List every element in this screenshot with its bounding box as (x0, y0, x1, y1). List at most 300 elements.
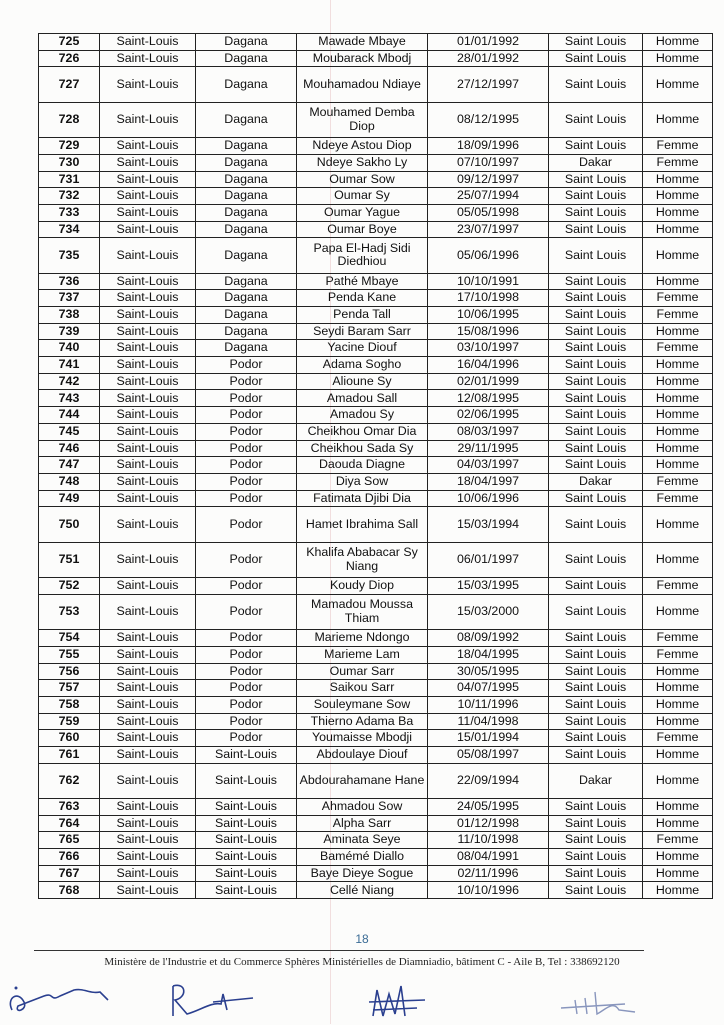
table-row (39, 865, 713, 882)
department-cell: Dagana (196, 50, 297, 67)
birth-place-cell: Saint Louis (549, 423, 643, 440)
department-cell: Podor (196, 542, 297, 577)
table-row (39, 440, 713, 457)
region-cell: Saint-Louis (100, 730, 196, 747)
department-cell: Podor (196, 373, 297, 390)
department-cell: Dagana (196, 204, 297, 221)
department-cell: Saint-Louis (196, 832, 297, 849)
birth-place-cell: Saint Louis (549, 34, 643, 51)
birth-date-cell: 25/07/1994 (428, 188, 549, 205)
row-number-cell: 760 (39, 730, 100, 747)
name-cell: Aminata Seye (297, 832, 428, 849)
sex-cell: Homme (643, 815, 713, 832)
sex-cell: Femme (643, 490, 713, 507)
department-cell: Podor (196, 423, 297, 440)
row-number-cell: 766 (39, 849, 100, 866)
birth-date-cell: 08/03/1997 (428, 423, 549, 440)
sex-cell: Homme (643, 594, 713, 629)
region-cell: Saint-Louis (100, 578, 196, 595)
name-cell: Marieme Lam (297, 646, 428, 663)
region-cell: Saint-Louis (100, 473, 196, 490)
sex-cell: Homme (643, 507, 713, 542)
sex-cell: Femme (643, 730, 713, 747)
table-row (39, 357, 713, 374)
birth-place-cell: Saint Louis (549, 273, 643, 290)
table-row (39, 50, 713, 67)
table-row (39, 188, 713, 205)
region-cell: Saint-Louis (100, 188, 196, 205)
sex-cell: Homme (643, 882, 713, 899)
department-cell: Dagana (196, 138, 297, 155)
name-cell: Koudy Diop (297, 578, 428, 595)
sex-cell: Femme (643, 578, 713, 595)
row-number-cell: 725 (39, 34, 100, 51)
sex-cell: Homme (643, 663, 713, 680)
birth-place-cell: Saint Louis (549, 307, 643, 324)
table-row (39, 490, 713, 507)
birth-date-cell: 03/10/1997 (428, 340, 549, 357)
name-cell: Yacine Diouf (297, 340, 428, 357)
department-cell: Saint-Louis (196, 763, 297, 798)
region-cell: Saint-Louis (100, 832, 196, 849)
sex-cell: Homme (643, 238, 713, 273)
birth-place-cell: Saint Louis (549, 713, 643, 730)
birth-place-cell: Saint Louis (549, 680, 643, 697)
row-number-cell: 767 (39, 865, 100, 882)
birth-place-cell: Saint Louis (549, 138, 643, 155)
sex-cell: Homme (643, 423, 713, 440)
region-cell: Saint-Louis (100, 457, 196, 474)
sex-cell: Homme (643, 542, 713, 577)
row-number-cell: 743 (39, 390, 100, 407)
department-cell: Saint-Louis (196, 849, 297, 866)
region-cell: Saint-Louis (100, 273, 196, 290)
row-number-cell: 755 (39, 646, 100, 663)
sex-cell: Homme (643, 696, 713, 713)
department-cell: Podor (196, 594, 297, 629)
sex-cell: Homme (643, 799, 713, 816)
department-cell: Saint-Louis (196, 815, 297, 832)
department-cell: Podor (196, 713, 297, 730)
department-cell: Podor (196, 663, 297, 680)
birth-date-cell: 05/06/1996 (428, 238, 549, 273)
row-number-cell: 739 (39, 323, 100, 340)
row-number-cell: 738 (39, 307, 100, 324)
name-cell: Cheikhou Omar Dia (297, 423, 428, 440)
birth-date-cell: 05/05/1998 (428, 204, 549, 221)
name-cell: Adama Sogho (297, 357, 428, 374)
table-row (39, 646, 713, 663)
table-row (39, 290, 713, 307)
row-number-cell: 757 (39, 680, 100, 697)
table-row (39, 373, 713, 390)
birth-place-cell: Saint Louis (549, 696, 643, 713)
name-cell: Amadou Sall (297, 390, 428, 407)
department-cell: Dagana (196, 221, 297, 238)
birth-place-cell: Saint Louis (549, 188, 643, 205)
table-row (39, 594, 713, 629)
region-cell: Saint-Louis (100, 221, 196, 238)
department-cell: Podor (196, 630, 297, 647)
birth-date-cell: 24/05/1995 (428, 799, 549, 816)
sex-cell: Homme (643, 680, 713, 697)
name-cell: Khalifa Ababacar Sy Niang (297, 542, 428, 577)
name-cell: Penda Tall (297, 307, 428, 324)
department-cell: Dagana (196, 340, 297, 357)
sex-cell: Homme (643, 221, 713, 238)
region-cell: Saint-Louis (100, 138, 196, 155)
birth-date-cell: 08/04/1991 (428, 849, 549, 866)
department-cell: Dagana (196, 273, 297, 290)
birth-date-cell: 18/04/1997 (428, 473, 549, 490)
birth-date-cell: 18/04/1995 (428, 646, 549, 663)
sex-cell: Homme (643, 407, 713, 424)
name-cell: Penda Kane (297, 290, 428, 307)
sex-cell: Femme (643, 646, 713, 663)
candidate-table (38, 33, 713, 899)
row-number-cell: 749 (39, 490, 100, 507)
birth-date-cell: 04/03/1997 (428, 457, 549, 474)
birth-date-cell: 30/05/1995 (428, 663, 549, 680)
birth-date-cell: 11/10/1998 (428, 832, 549, 849)
department-cell: Podor (196, 390, 297, 407)
birth-place-cell: Saint Louis (549, 357, 643, 374)
row-number-cell: 761 (39, 746, 100, 763)
row-number-cell: 733 (39, 204, 100, 221)
sex-cell: Homme (643, 865, 713, 882)
birth-date-cell: 01/01/1992 (428, 34, 549, 51)
birth-place-cell: Saint Louis (549, 594, 643, 629)
birth-place-cell: Saint Louis (549, 238, 643, 273)
department-cell: Saint-Louis (196, 882, 297, 899)
birth-place-cell: Saint Louis (549, 102, 643, 137)
department-cell: Saint-Louis (196, 799, 297, 816)
birth-place-cell: Saint Louis (549, 221, 643, 238)
sex-cell: Homme (643, 763, 713, 798)
birth-date-cell: 15/08/1996 (428, 323, 549, 340)
name-cell: Abdourahamane Hane (297, 763, 428, 798)
department-cell: Podor (196, 507, 297, 542)
sex-cell: Homme (643, 440, 713, 457)
table-row (39, 273, 713, 290)
department-cell: Podor (196, 440, 297, 457)
birth-date-cell: 18/09/1996 (428, 138, 549, 155)
birth-date-cell: 16/04/1996 (428, 357, 549, 374)
birth-place-cell: Saint Louis (549, 815, 643, 832)
region-cell: Saint-Louis (100, 171, 196, 188)
region-cell: Saint-Louis (100, 799, 196, 816)
name-cell: Papa El-Hadj Sidi Diedhiou (297, 238, 428, 273)
birth-place-cell: Saint Louis (549, 204, 643, 221)
row-number-cell: 744 (39, 407, 100, 424)
birth-place-cell: Saint Louis (549, 882, 643, 899)
table-row (39, 730, 713, 747)
birth-place-cell: Saint Louis (549, 323, 643, 340)
footer-divider (34, 950, 644, 951)
region-cell: Saint-Louis (100, 34, 196, 51)
row-number-cell: 728 (39, 102, 100, 137)
birth-place-cell: Saint Louis (549, 542, 643, 577)
birth-place-cell: Saint Louis (549, 373, 643, 390)
name-cell: Ndeye Sakho Ly (297, 154, 428, 171)
row-number-cell: 735 (39, 238, 100, 273)
birth-date-cell: 08/09/1992 (428, 630, 549, 647)
row-number-cell: 727 (39, 67, 100, 102)
row-number-cell: 753 (39, 594, 100, 629)
sex-cell: Homme (643, 188, 713, 205)
table-row (39, 746, 713, 763)
table-row (39, 307, 713, 324)
table-row (39, 680, 713, 697)
birth-date-cell: 02/01/1999 (428, 373, 549, 390)
name-cell: Mouhamed Demba Diop (297, 102, 428, 137)
birth-date-cell: 10/06/1995 (428, 307, 549, 324)
birth-date-cell: 10/10/1996 (428, 882, 549, 899)
birth-place-cell: Saint Louis (549, 290, 643, 307)
table-row (39, 238, 713, 273)
name-cell: Oumar Sarr (297, 663, 428, 680)
name-cell: Oumar Boye (297, 221, 428, 238)
row-number-cell: 752 (39, 578, 100, 595)
sex-cell: Homme (643, 713, 713, 730)
name-cell: Alpha Sarr (297, 815, 428, 832)
birth-date-cell: 27/12/1997 (428, 67, 549, 102)
table-row (39, 34, 713, 51)
sex-cell: Femme (643, 340, 713, 357)
table-row (39, 763, 713, 798)
region-cell: Saint-Louis (100, 696, 196, 713)
table-row (39, 407, 713, 424)
birth-date-cell: 15/03/1995 (428, 578, 549, 595)
row-number-cell: 751 (39, 542, 100, 577)
birth-place-cell: Saint Louis (549, 630, 643, 647)
region-cell: Saint-Louis (100, 882, 196, 899)
name-cell: Saikou Sarr (297, 680, 428, 697)
department-cell: Saint-Louis (196, 746, 297, 763)
name-cell: Daouda Diagne (297, 457, 428, 474)
row-number-cell: 759 (39, 713, 100, 730)
region-cell: Saint-Louis (100, 663, 196, 680)
birth-date-cell: 17/10/1998 (428, 290, 549, 307)
name-cell: Mawade Mbaye (297, 34, 428, 51)
region-cell: Saint-Louis (100, 423, 196, 440)
row-number-cell: 726 (39, 50, 100, 67)
name-cell: Pathé Mbaye (297, 273, 428, 290)
department-cell: Podor (196, 357, 297, 374)
row-number-cell: 763 (39, 799, 100, 816)
birth-date-cell: 10/11/1996 (428, 696, 549, 713)
department-cell: Saint-Louis (196, 865, 297, 882)
row-number-cell: 746 (39, 440, 100, 457)
region-cell: Saint-Louis (100, 815, 196, 832)
birth-date-cell: 22/09/1994 (428, 763, 549, 798)
row-number-cell: 740 (39, 340, 100, 357)
row-number-cell: 754 (39, 630, 100, 647)
region-cell: Saint-Louis (100, 340, 196, 357)
table-row (39, 473, 713, 490)
name-cell: Abdoulaye Diouf (297, 746, 428, 763)
region-cell: Saint-Louis (100, 763, 196, 798)
row-number-cell: 732 (39, 188, 100, 205)
department-cell: Podor (196, 696, 297, 713)
sex-cell: Femme (643, 473, 713, 490)
birth-place-cell: Saint Louis (549, 171, 643, 188)
name-cell: Bamémé Diallo (297, 849, 428, 866)
sex-cell: Femme (643, 290, 713, 307)
sex-cell: Homme (643, 849, 713, 866)
sex-cell: Homme (643, 171, 713, 188)
region-cell: Saint-Louis (100, 50, 196, 67)
region-cell: Saint-Louis (100, 357, 196, 374)
row-number-cell: 764 (39, 815, 100, 832)
sex-cell: Femme (643, 307, 713, 324)
department-cell: Dagana (196, 188, 297, 205)
sex-cell: Femme (643, 630, 713, 647)
region-cell: Saint-Louis (100, 67, 196, 102)
table-row (39, 882, 713, 899)
table-row (39, 507, 713, 542)
region-cell: Saint-Louis (100, 440, 196, 457)
sex-cell: Homme (643, 323, 713, 340)
birth-place-cell: Saint Louis (549, 67, 643, 102)
birth-place-cell: Saint Louis (549, 746, 643, 763)
table-row (39, 204, 713, 221)
sex-cell: Homme (643, 373, 713, 390)
table-row (39, 138, 713, 155)
birth-place-cell: Saint Louis (549, 730, 643, 747)
row-number-cell: 750 (39, 507, 100, 542)
name-cell: Diya Sow (297, 473, 428, 490)
name-cell: Mouhamadou Ndiaye (297, 67, 428, 102)
name-cell: Alioune Sy (297, 373, 428, 390)
row-number-cell: 745 (39, 423, 100, 440)
department-cell: Podor (196, 490, 297, 507)
row-number-cell: 731 (39, 171, 100, 188)
table-row (39, 102, 713, 137)
name-cell: Fatimata Djibi Dia (297, 490, 428, 507)
table-row (39, 340, 713, 357)
birth-place-cell: Saint Louis (549, 340, 643, 357)
sex-cell: Femme (643, 138, 713, 155)
birth-place-cell: Saint Louis (549, 646, 643, 663)
region-cell: Saint-Louis (100, 290, 196, 307)
name-cell: Hamet Ibrahima Sall (297, 507, 428, 542)
department-cell: Dagana (196, 102, 297, 137)
name-cell: Ahmadou Sow (297, 799, 428, 816)
birth-place-cell: Saint Louis (549, 849, 643, 866)
department-cell: Podor (196, 457, 297, 474)
birth-place-cell: Saint Louis (549, 578, 643, 595)
row-number-cell: 742 (39, 373, 100, 390)
table-row (39, 815, 713, 832)
table-row (39, 713, 713, 730)
region-cell: Saint-Louis (100, 323, 196, 340)
row-number-cell: 768 (39, 882, 100, 899)
row-number-cell: 734 (39, 221, 100, 238)
region-cell: Saint-Louis (100, 204, 196, 221)
name-cell: Moubarack Mbodj (297, 50, 428, 67)
row-number-cell: 748 (39, 473, 100, 490)
table-row (39, 832, 713, 849)
name-cell: Souleymane Sow (297, 696, 428, 713)
region-cell: Saint-Louis (100, 407, 196, 424)
region-cell: Saint-Louis (100, 507, 196, 542)
name-cell: Amadou Sy (297, 407, 428, 424)
row-number-cell: 747 (39, 457, 100, 474)
birth-place-cell: Saint Louis (549, 832, 643, 849)
birth-place-cell: Saint Louis (549, 457, 643, 474)
birth-date-cell: 08/12/1995 (428, 102, 549, 137)
birth-date-cell: 09/12/1997 (428, 171, 549, 188)
birth-place-cell: Saint Louis (549, 490, 643, 507)
table-row (39, 390, 713, 407)
birth-date-cell: 05/08/1997 (428, 746, 549, 763)
birth-date-cell: 12/08/1995 (428, 390, 549, 407)
table-row (39, 221, 713, 238)
sex-cell: Homme (643, 746, 713, 763)
birth-place-cell: Saint Louis (549, 799, 643, 816)
table-row (39, 154, 713, 171)
table-row (39, 849, 713, 866)
department-cell: Dagana (196, 154, 297, 171)
birth-date-cell: 10/06/1996 (428, 490, 549, 507)
footer-address: Ministère de l'Industrie et du Commerce Sphères Ministérielles de Diamniadio, bâtiment C - Aile B, Tel : 338692120 (104, 956, 620, 968)
birth-date-cell: 02/06/1995 (428, 407, 549, 424)
name-cell: Baye Dieye Sogue (297, 865, 428, 882)
birth-place-cell: Saint Louis (549, 663, 643, 680)
name-cell: Cheikhou Sada Sy (297, 440, 428, 457)
table-row (39, 799, 713, 816)
birth-date-cell: 23/07/1997 (428, 221, 549, 238)
row-number-cell: 758 (39, 696, 100, 713)
signature-2 (165, 980, 260, 1020)
signature-4 (555, 980, 645, 1020)
name-cell: Oumar Yague (297, 204, 428, 221)
row-number-cell: 765 (39, 832, 100, 849)
name-cell: Oumar Sy (297, 188, 428, 205)
table-row (39, 457, 713, 474)
name-cell: Cellé Niang (297, 882, 428, 899)
department-cell: Podor (196, 680, 297, 697)
row-number-cell: 729 (39, 138, 100, 155)
department-cell: Podor (196, 646, 297, 663)
birth-date-cell: 07/10/1997 (428, 154, 549, 171)
name-cell: Ndeye Astou Diop (297, 138, 428, 155)
sex-cell: Homme (643, 102, 713, 137)
birth-place-cell: Saint Louis (549, 507, 643, 542)
department-cell: Dagana (196, 171, 297, 188)
name-cell: Thierno Adama Ba (297, 713, 428, 730)
row-number-cell: 737 (39, 290, 100, 307)
birth-place-cell: Dakar (549, 154, 643, 171)
birth-date-cell: 28/01/1992 (428, 50, 549, 67)
region-cell: Saint-Louis (100, 713, 196, 730)
region-cell: Saint-Louis (100, 238, 196, 273)
department-cell: Dagana (196, 238, 297, 273)
department-cell: Dagana (196, 323, 297, 340)
sex-cell: Homme (643, 357, 713, 374)
sex-cell: Homme (643, 204, 713, 221)
birth-date-cell: 01/12/1998 (428, 815, 549, 832)
sex-cell: Homme (643, 457, 713, 474)
region-cell: Saint-Louis (100, 154, 196, 171)
sex-cell: Homme (643, 390, 713, 407)
row-number-cell: 756 (39, 663, 100, 680)
birth-place-cell: Saint Louis (549, 865, 643, 882)
table-row (39, 696, 713, 713)
row-number-cell: 730 (39, 154, 100, 171)
region-cell: Saint-Louis (100, 102, 196, 137)
